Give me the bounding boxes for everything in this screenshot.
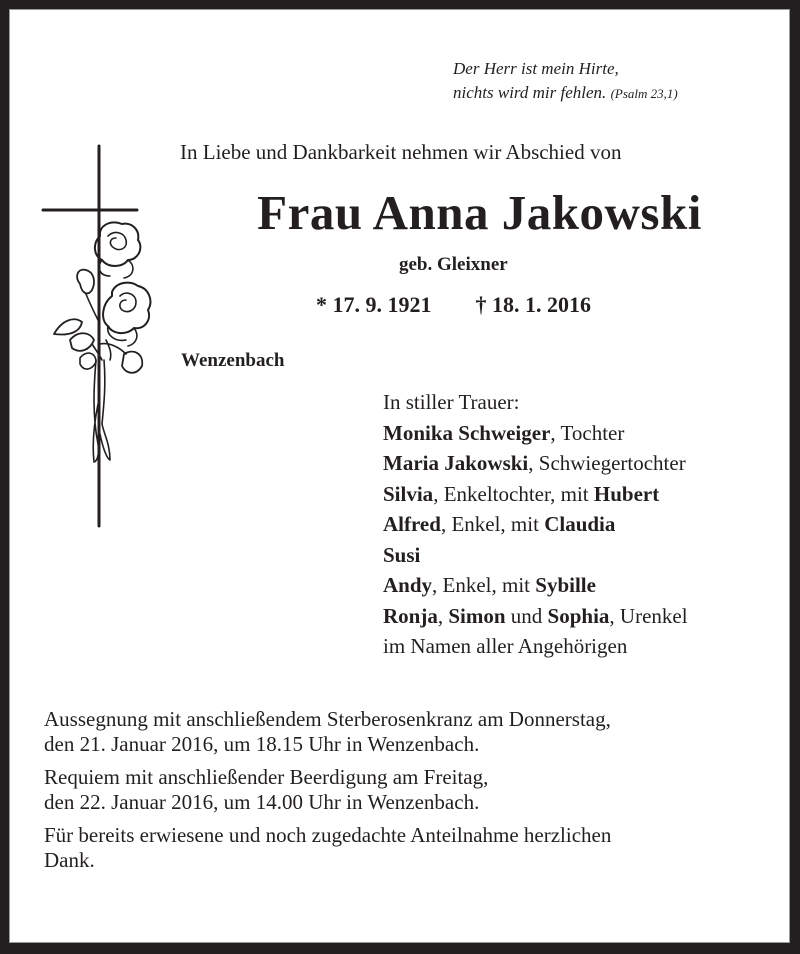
service-line: Für bereits erwiesene und noch zugedachte Anteilnahme herzlichen bbox=[44, 823, 612, 847]
obituary-notice bbox=[9, 9, 790, 943]
death-date: † 18. 1. 2016 bbox=[475, 292, 591, 317]
mourner-name: Alfred bbox=[383, 512, 441, 536]
mourner-name: Claudia bbox=[544, 512, 616, 536]
service-line: Requiem mit anschließender Beerdigung am Freitag, bbox=[44, 765, 489, 789]
mourner-line bbox=[383, 631, 688, 662]
mourner-line bbox=[383, 479, 688, 510]
mourner-line bbox=[383, 509, 688, 540]
deceased-name: Frau Anna Jakowski bbox=[257, 185, 702, 240]
maiden-name: geb. Gleixner bbox=[399, 254, 508, 275]
service-line: Dank. bbox=[44, 848, 95, 872]
psalm-quote bbox=[453, 57, 678, 106]
mourner-name: Andy bbox=[383, 573, 433, 597]
mourner-name: Ronja bbox=[383, 603, 438, 628]
mourners-heading: In stiller Trauer: bbox=[383, 390, 520, 414]
mourner-name: Hubert bbox=[593, 481, 660, 506]
mourner-line bbox=[383, 601, 688, 632]
mourner-relation: , Urenkel bbox=[609, 603, 688, 628]
service-paragraph bbox=[44, 707, 611, 757]
mourner-relation: , Schwiegertochter bbox=[528, 451, 686, 475]
mourner-name: Sophia bbox=[547, 603, 610, 628]
psalm-reference: (Psalm 23,1) bbox=[610, 86, 678, 101]
service-info bbox=[44, 707, 611, 881]
service-line: Aussegnung mit anschließendem Sterberosenkranz am Donnerstag, bbox=[44, 707, 611, 731]
mourner-relation: und bbox=[505, 603, 548, 628]
mourner-name: Simon bbox=[448, 603, 506, 628]
service-paragraph bbox=[44, 765, 611, 815]
mourner-name: Sybille bbox=[535, 573, 596, 597]
mourner-relation: , Enkel, mit bbox=[440, 512, 545, 536]
mourner-line bbox=[383, 418, 688, 449]
mourner-name: Monika Schweiger bbox=[383, 420, 551, 445]
service-line: den 22. Januar 2016, um 14.00 Uhr in Wenzenbach. bbox=[44, 790, 480, 814]
service-line: den 21. Januar 2016, um 18.15 Uhr in Wenzenbach. bbox=[44, 732, 480, 756]
service-paragraph bbox=[44, 823, 611, 873]
mourner-relation: , bbox=[437, 603, 449, 628]
mourner-relation: im Namen aller Angehörigen bbox=[383, 634, 628, 658]
mourners-list bbox=[383, 387, 688, 662]
mourner-name: Maria Jakowski bbox=[383, 451, 529, 475]
mourner-line bbox=[383, 448, 688, 479]
hometown: Wenzenbach bbox=[181, 350, 285, 371]
mourner-relation: , Enkeltochter, mit bbox=[433, 481, 594, 506]
mourner-relation: , Tochter bbox=[550, 420, 625, 445]
mourner-name: Silvia bbox=[383, 481, 434, 506]
mourner-relation: , Enkel, mit bbox=[432, 573, 536, 597]
life-dates bbox=[316, 292, 591, 318]
mourner-lines bbox=[383, 418, 688, 662]
mourner-name: Susi bbox=[383, 542, 421, 567]
psalm-line-2: nichts wird mir fehlen. (Psalm 23,1) bbox=[453, 83, 678, 102]
birth-date: * 17. 9. 1921 bbox=[316, 292, 432, 317]
mourner-line bbox=[383, 540, 688, 571]
intro-text: In Liebe und Dankbarkeit nehmen wir Abschied von bbox=[180, 140, 622, 164]
psalm-line-1: Der Herr ist mein Hirte, bbox=[453, 59, 619, 78]
mourner-line bbox=[383, 570, 688, 601]
